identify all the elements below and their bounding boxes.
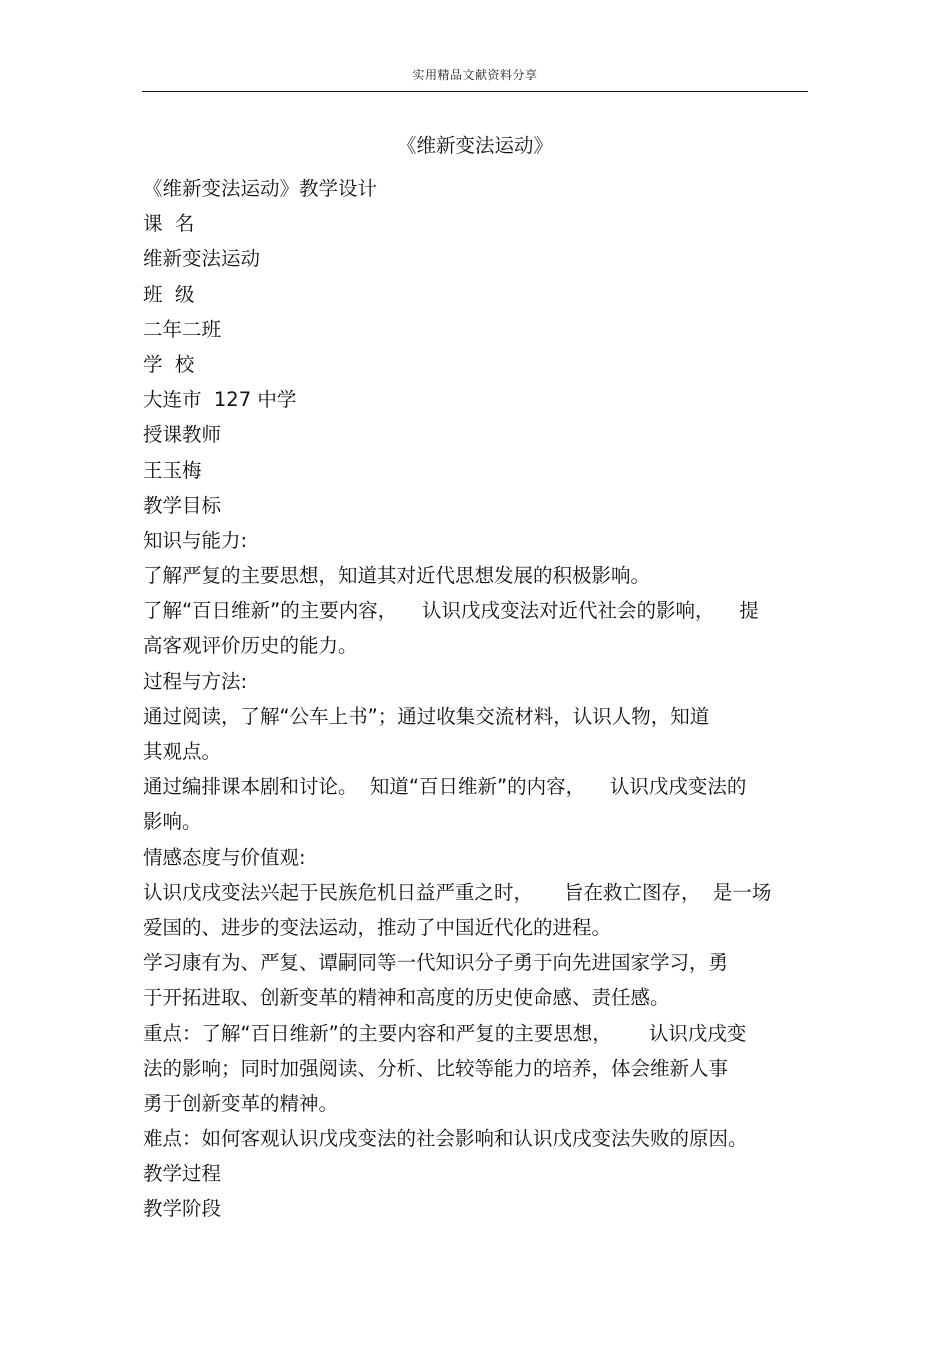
- body-line: 影响。: [143, 810, 202, 834]
- body-line: 知识与能力:: [143, 528, 248, 552]
- document-title: 《维新变法运动》: [396, 134, 553, 157]
- body-line: 情感态度与价值观:: [143, 845, 306, 869]
- body-line: 通过编排课本剧和讨论。 知道“百日维新”的内容， 认识戊戌变法的: [143, 775, 747, 799]
- document-body: [143, 171, 813, 1227]
- body-line: 重点：了解“百日维新”的主要内容和严复的主要思想， 认识戊戌变: [143, 1021, 747, 1045]
- body-line: 高客观评价历史的能力。: [143, 634, 358, 658]
- body-line: 王玉梅: [143, 458, 202, 482]
- body-line: 教学阶段: [143, 1197, 222, 1221]
- body-line: 难点：如何客观认识戊戌变法的社会影响和认识戊戌变法失败的原因。: [143, 1127, 748, 1151]
- body-line: 课 名: [143, 212, 195, 236]
- body-line: 认识戊戌变法兴起于民族危机日益严重之时， 旨在救亡图存， 是一场: [143, 880, 772, 904]
- body-line: 于开拓进取、创新变革的精神和高度的历史使命感、责任感。: [143, 986, 670, 1010]
- body-line: 过程与方法:: [143, 669, 248, 693]
- body-line: 教学过程: [143, 1162, 222, 1186]
- body-line: 《维新变法运动》教学设计: [143, 177, 378, 200]
- page-header: 实用精品文献资料分享: [412, 68, 538, 82]
- body-line: 班 级: [143, 282, 195, 306]
- body-line: 大连市 127 中学: [143, 388, 297, 412]
- body-line: 教学目标: [143, 493, 222, 517]
- body-line: 爱国的、进步的变法运动，推动了中国近代化的进程。: [143, 915, 612, 939]
- header-divider: [142, 91, 808, 92]
- body-line: 通过阅读，了解“公车上书”；通过收集交流材料，认识人物，知道: [143, 704, 710, 728]
- body-line: 学习康有为、严复、谭嗣同等一代知识分子勇于向先进国家学习，勇: [143, 951, 729, 975]
- body-line: 法的影响；同时加强阅读、分析、比较等能力的培养，体会维新人事: [143, 1056, 729, 1080]
- body-line: 了解严复的主要思想，知道其对近代思想发展的积极影响。: [143, 564, 651, 588]
- body-line: 其观点。: [143, 740, 222, 763]
- body-line: 学 校: [143, 352, 195, 376]
- body-line: 二年二班: [143, 317, 222, 341]
- body-line: 授课教师: [143, 423, 222, 447]
- body-line: 勇于创新变革的精神。: [143, 1091, 339, 1115]
- body-line: 维新变法运动: [143, 247, 261, 271]
- body-line: 了解“百日维新”的主要内容， 认识戊戌变法对近代社会的影响， 提: [143, 599, 759, 623]
